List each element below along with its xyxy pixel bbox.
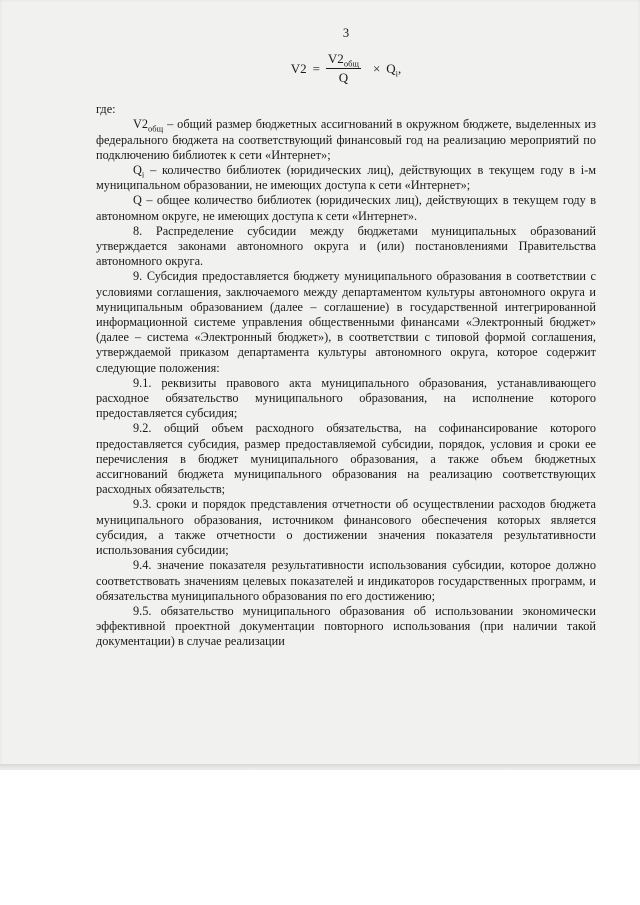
formula-denominator: Q [338, 70, 349, 86]
formula [96, 51, 596, 86]
formula-fraction [326, 51, 361, 86]
formula-numerator [326, 51, 361, 69]
definition-text: – общее количество библиотек (юридических лиц), действующих в текущем году в автономном округе, не имеющих доступа к сети «Интернет». [96, 193, 596, 223]
numerator-main: V2 [327, 51, 344, 67]
definition-text: – общий размер бюджетных ассигнований в окружном бюджете, выделенных из федерального бюджета на соответствующий финансовый год на реализацию мероприятий по подключению библиотек к сети «Интернет»; [96, 117, 596, 162]
formula-times: × [372, 61, 381, 77]
definition-subscript: общ [148, 123, 164, 134]
formula-equals: = [312, 61, 320, 77]
definition-text: – количество библиотек (юридических лиц), действующих в текущем году в i-м муниципальном образовании, не имеющих доступа к сети «Интернет»; [96, 163, 596, 193]
definition-q [96, 193, 596, 223]
numerator-subscript: общ [343, 58, 359, 69]
paragraph-9-3: 9.3. сроки и порядок представления отчетности об осуществлении расходов бюджета муниципального образования, источником финансового обеспечения которых является субсидия, а также отчетности о достижении значения показателя результативности использования субсидии; [96, 497, 596, 558]
formula-trailing-comma: , [398, 61, 402, 77]
definition-symbol: V2 [133, 117, 149, 132]
definition-qi [96, 163, 596, 193]
paragraph-9-4: 9.4. значение показателя результативности использования субсидии, которое должно соответствовать значениям целевых показателей и индикаторов государственных программ, и обязательства муниципального образования по его достижению; [96, 558, 596, 603]
paragraph-9-1: 9.1. реквизиты правового акта муниципального образования, устанавливающего расходное обязательство муниципального образования, на исполнение которого предоставляется субсидия; [96, 375, 596, 421]
definition-subscript: i [141, 169, 145, 180]
formula-factor [386, 61, 402, 79]
formula-lhs: V2 [290, 61, 307, 77]
paragraph-9-2: 9.2. общий объем расходного обязательства, на софинансирование которого предоставляется субсидия, размер предоставляемой субсидии, порядок, условия и сроки ее перечисления в бюджет муниципального образования, а также объем бюджетных ассигнований бюджета муниципального образования на реализацию соответствующих расходных обязательств; [96, 421, 596, 497]
page-number: 3 [342, 26, 350, 40]
factor-subscript: i [395, 68, 399, 79]
paragraph-8: 8. Распределение субсидии между бюджетами муниципальных образований утверждается законами автономного округа и (или) постановлениями Правительства автономного округа. [96, 223, 596, 269]
paragraph-9: 9. Субсидия предоставляется бюджету муниципального образования в соответствии с условиями соглашения, заключаемого между департаментом культуры автономного округа и муниципальным образованием (далее – соглашение) в государственной интегрированной информационной системе управления общественными финансами «Электронный бюджет» (далее – система «Электронный бюджет»), в соответствии с типовой формой соглашения, утверждаемой приказом департамента культуры автономного округа, которое содержит следующие положения: [96, 269, 596, 375]
definition-symbol: Q [133, 163, 142, 178]
definition-symbol: Q [133, 193, 142, 208]
paragraph-9-5: 9.5. обязательство муниципального образования об использовании экономически эффективной проектной документации повторного использования (при наличии такой документации) в случае реализации [96, 603, 596, 649]
definition-v2-total [96, 117, 596, 163]
factor-main: Q [386, 61, 396, 77]
page-content [96, 26, 596, 650]
where-label: где: [96, 102, 116, 117]
